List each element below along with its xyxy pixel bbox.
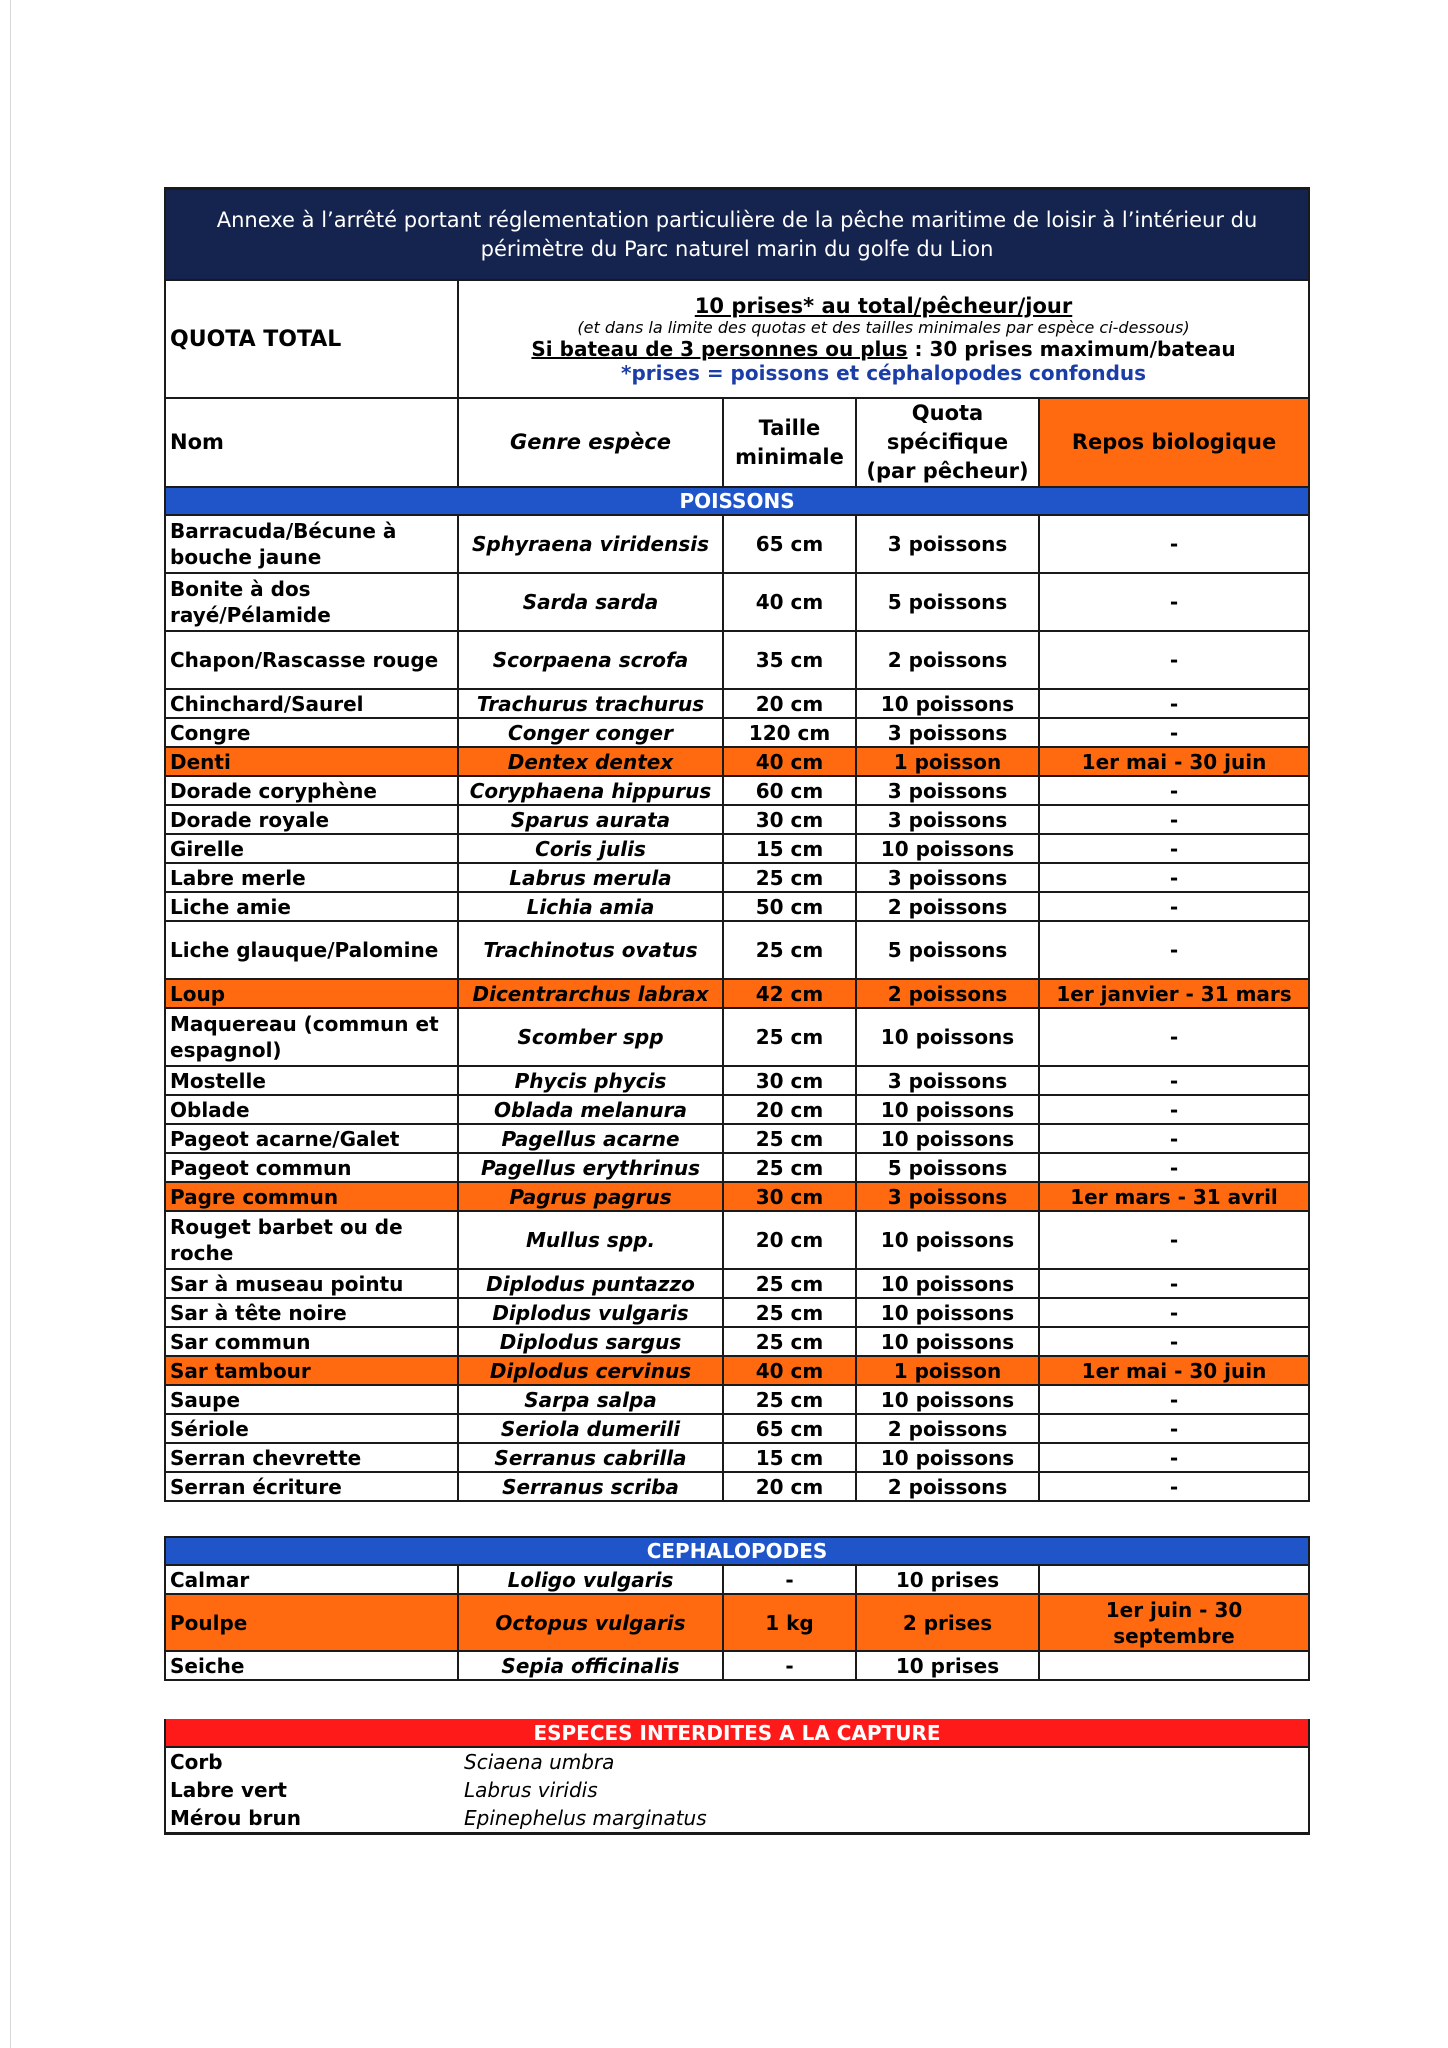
species-genus: Diplodus sargus (458, 1327, 723, 1356)
species-name: Sériole (165, 1414, 458, 1443)
species-name: Sar tambour (165, 1356, 458, 1385)
species-name: Dorade royale (165, 805, 458, 834)
species-quota: 10 prises (856, 1651, 1039, 1680)
minimum-size: 1 kg (723, 1594, 856, 1651)
poissons-row (165, 1414, 1309, 1443)
minimum-size: 30 cm (723, 805, 856, 834)
quota-line-limit-note: (et dans la limite des quotas et des tailles minimales par espèce ci-dessous) (577, 317, 1190, 337)
species-quota: 10 poissons (856, 1008, 1039, 1066)
rest-period: - (1039, 1211, 1309, 1269)
poissons-row (165, 1298, 1309, 1327)
rest-period: - (1039, 1066, 1309, 1095)
species-genus: Dicentrarchus labrax (458, 979, 723, 1008)
poissons-row (165, 1066, 1309, 1095)
species-genus: Phycis phycis (458, 1066, 723, 1095)
rest-period: - (1039, 631, 1309, 689)
rest-period: - (1039, 1414, 1309, 1443)
rest-period (1039, 1565, 1309, 1594)
poissons-row (165, 1153, 1309, 1182)
species-name: Serran chevrette (165, 1443, 458, 1472)
rest-period: - (1039, 892, 1309, 921)
species-name: Denti (165, 747, 458, 776)
quota-total-block (458, 280, 1309, 398)
poissons-row (165, 631, 1309, 689)
species-genus: Coryphaena hippurus (458, 776, 723, 805)
poissons-row (165, 1327, 1309, 1356)
rest-period: - (1039, 863, 1309, 892)
species-quota: 10 poissons (856, 1211, 1039, 1269)
poissons-row (165, 1356, 1309, 1385)
rest-period: - (1039, 1269, 1309, 1298)
minimum-size: - (723, 1565, 856, 1594)
quota-line-definition: *prises = poissons et céphalopodes confondus (620, 360, 1147, 385)
minimum-size: 25 cm (723, 1008, 856, 1066)
minimum-size: 15 cm (723, 834, 856, 863)
species-quota: 10 poissons (856, 1327, 1039, 1356)
rest-period: - (1039, 805, 1309, 834)
species-genus: Diplodus vulgaris (458, 1298, 723, 1327)
species-name: Maquereau (commun et espagnol) (165, 1008, 458, 1066)
species-genus: Diplodus cervinus (458, 1356, 723, 1385)
cephalopodes-table (164, 1536, 1310, 1681)
rest-period: - (1039, 776, 1309, 805)
poissons-row (165, 921, 1309, 979)
poissons-row (165, 1472, 1309, 1501)
species-name: Congre (165, 718, 458, 747)
minimum-size: 20 cm (723, 689, 856, 718)
species-name: Labre merle (165, 863, 458, 892)
rest-period: - (1039, 834, 1309, 863)
rest-period: - (1039, 921, 1309, 979)
rest-period: - (1039, 1472, 1309, 1501)
minimum-size: 65 cm (723, 1414, 856, 1443)
quota-boat-condition: Si bateau de 3 personnes ou plus (531, 336, 908, 361)
species-name: Oblade (165, 1095, 458, 1124)
species-quota: 10 poissons (856, 1298, 1039, 1327)
poissons-row (165, 1124, 1309, 1153)
species-quota: 10 poissons (856, 1443, 1039, 1472)
species-genus: Serranus scriba (458, 1472, 723, 1501)
species-quota: 3 poissons (856, 1066, 1039, 1095)
poissons-row (165, 1443, 1309, 1472)
header-genre-espece: Genre espèce (458, 398, 723, 487)
poissons-row (165, 892, 1309, 921)
poissons-row (165, 573, 1309, 631)
minimum-size: 20 cm (723, 1095, 856, 1124)
species-name: Chapon/Rascasse rouge (165, 631, 458, 689)
rest-period: 1er juin - 30 septembre (1039, 1594, 1309, 1651)
species-quota: 3 poissons (856, 718, 1039, 747)
minimum-size: 50 cm (723, 892, 856, 921)
poissons-row (165, 1269, 1309, 1298)
poissons-row (165, 1182, 1309, 1211)
minimum-size: 25 cm (723, 1269, 856, 1298)
species-genus: Mullus spp. (458, 1211, 723, 1269)
species-quota: 2 poissons (856, 892, 1039, 921)
species-name: Pagre commun (165, 1182, 458, 1211)
cephalopodes-row (165, 1565, 1309, 1594)
poissons-row (165, 747, 1309, 776)
header-repos-biologique: Repos biologique (1039, 398, 1309, 487)
species-genus: Pagellus erythrinus (458, 1153, 723, 1182)
cephalopodes-row (165, 1651, 1309, 1680)
minimum-size: 30 cm (723, 1182, 856, 1211)
minimum-size: - (723, 1651, 856, 1680)
minimum-size: 60 cm (723, 776, 856, 805)
species-name: Saupe (165, 1385, 458, 1414)
minimum-size: 25 cm (723, 863, 856, 892)
forbidden-row (165, 1776, 1309, 1804)
species-genus: Sarda sarda (458, 573, 723, 631)
species-genus: Pagellus acarne (458, 1124, 723, 1153)
species-name: Pageot commun (165, 1153, 458, 1182)
species-genus: Trachinotus ovatus (458, 921, 723, 979)
quota-boat-max: : 30 prises maximum/bateau (907, 336, 1236, 361)
species-genus: Labrus merula (458, 863, 723, 892)
section-especes-interdites: ESPECES INTERDITES A LA CAPTURE (165, 1719, 1309, 1747)
minimum-size: 25 cm (723, 1327, 856, 1356)
header-nom: Nom (165, 398, 458, 487)
rest-period: - (1039, 689, 1309, 718)
rest-period: - (1039, 1327, 1309, 1356)
species-genus: Octopus vulgaris (458, 1594, 723, 1651)
forbidden-species-genus: Sciaena umbra (458, 1747, 1309, 1776)
species-name: Chinchard/Saurel (165, 689, 458, 718)
species-quota: 2 poissons (856, 631, 1039, 689)
minimum-size: 20 cm (723, 1211, 856, 1269)
rest-period: - (1039, 1153, 1309, 1182)
species-genus: Sarpa salpa (458, 1385, 723, 1414)
species-quota: 10 poissons (856, 1095, 1039, 1124)
poissons-row (165, 863, 1309, 892)
rest-period: - (1039, 1385, 1309, 1414)
species-genus: Sepia officinalis (458, 1651, 723, 1680)
rest-period: 1er janvier - 31 mars (1039, 979, 1309, 1008)
species-genus: Sphyraena viridensis (458, 515, 723, 573)
minimum-size: 42 cm (723, 979, 856, 1008)
minimum-size: 25 cm (723, 921, 856, 979)
quota-line-total: 10 prises* au total/pêcheur/jour (694, 293, 1073, 318)
minimum-size: 120 cm (723, 718, 856, 747)
species-name: Sar à museau pointu (165, 1269, 458, 1298)
species-quota: 2 poissons (856, 1472, 1039, 1501)
rest-period: 1er mai - 30 juin (1039, 1356, 1309, 1385)
rest-period: - (1039, 1124, 1309, 1153)
poissons-row (165, 1008, 1309, 1066)
forbidden-row (165, 1804, 1309, 1834)
species-name: Dorade coryphène (165, 776, 458, 805)
species-name: Seiche (165, 1651, 458, 1680)
species-genus: Trachurus trachurus (458, 689, 723, 718)
species-genus: Pagrus pagrus (458, 1182, 723, 1211)
minimum-size: 25 cm (723, 1385, 856, 1414)
poissons-row (165, 979, 1309, 1008)
minimum-size: 25 cm (723, 1298, 856, 1327)
quota-line-boat (465, 337, 1302, 361)
species-name: Pageot acarne/Galet (165, 1124, 458, 1153)
header-quota-specifique: Quota spécifique (par pêcheur) (856, 398, 1039, 487)
scan-edge-line (10, 0, 11, 2048)
species-quota: 10 prises (856, 1565, 1039, 1594)
section-cephalopodes: CEPHALOPODES (165, 1537, 1309, 1565)
species-name: Girelle (165, 834, 458, 863)
species-genus: Diplodus puntazzo (458, 1269, 723, 1298)
document-title: Annexe à l’arrêté portant réglementation particulière de la pêche maritime de loisir à l’intérieur du périmètre du Parc naturel marin du golfe du Lion (165, 189, 1309, 281)
species-genus: Oblada melanura (458, 1095, 723, 1124)
minimum-size: 40 cm (723, 573, 856, 631)
species-name: Rouget barbet ou de roche (165, 1211, 458, 1269)
rest-period: - (1039, 1095, 1309, 1124)
forbidden-species-genus: Labrus viridis (458, 1776, 1309, 1804)
species-quota: 3 poissons (856, 805, 1039, 834)
species-quota: 10 poissons (856, 1269, 1039, 1298)
species-genus: Conger conger (458, 718, 723, 747)
forbidden-species-name: Labre vert (165, 1776, 458, 1804)
species-name: Sar à tête noire (165, 1298, 458, 1327)
species-genus: Serranus cabrilla (458, 1443, 723, 1472)
species-name: Barracuda/Bécune à bouche jaune (165, 515, 458, 573)
species-quota: 3 poissons (856, 1182, 1039, 1211)
species-genus: Dentex dentex (458, 747, 723, 776)
species-quota: 10 poissons (856, 1124, 1039, 1153)
species-name: Poulpe (165, 1594, 458, 1651)
minimum-size: 30 cm (723, 1066, 856, 1095)
species-quota: 3 poissons (856, 863, 1039, 892)
header-taille-minimale: Taille minimale (723, 398, 856, 487)
rest-period: - (1039, 573, 1309, 631)
species-quota: 1 poisson (856, 1356, 1039, 1385)
species-quota: 10 poissons (856, 834, 1039, 863)
species-genus: Coris julis (458, 834, 723, 863)
species-name: Serran écriture (165, 1472, 458, 1501)
species-genus: Loligo vulgaris (458, 1565, 723, 1594)
species-quota: 5 poissons (856, 573, 1039, 631)
poissons-row (165, 1385, 1309, 1414)
species-quota: 5 poissons (856, 921, 1039, 979)
forbidden-species-genus: Epinephelus marginatus (458, 1804, 1309, 1834)
species-quota: 2 poissons (856, 979, 1039, 1008)
minimum-size: 25 cm (723, 1124, 856, 1153)
rest-period: 1er mars - 31 avril (1039, 1182, 1309, 1211)
poissons-row (165, 834, 1309, 863)
rest-period (1039, 1651, 1309, 1680)
species-genus: Sparus aurata (458, 805, 723, 834)
species-name: Loup (165, 979, 458, 1008)
minimum-size: 40 cm (723, 1356, 856, 1385)
poissons-row (165, 805, 1309, 834)
species-quota: 10 poissons (856, 1385, 1039, 1414)
forbidden-species-name: Mérou brun (165, 1804, 458, 1834)
poissons-row (165, 718, 1309, 747)
poissons-row (165, 1095, 1309, 1124)
quota-total-label: QUOTA TOTAL (165, 280, 458, 398)
species-genus: Seriola dumerili (458, 1414, 723, 1443)
section-poissons: POISSONS (165, 487, 1309, 515)
rest-period: - (1039, 1443, 1309, 1472)
regulation-table (164, 187, 1310, 1502)
species-quota: 3 poissons (856, 776, 1039, 805)
species-name: Mostelle (165, 1066, 458, 1095)
species-quota: 2 prises (856, 1594, 1039, 1651)
species-quota: 3 poissons (856, 515, 1039, 573)
poissons-row (165, 515, 1309, 573)
species-name: Bonite à dos rayé/Pélamide (165, 573, 458, 631)
species-name: Sar commun (165, 1327, 458, 1356)
species-quota: 2 poissons (856, 1414, 1039, 1443)
rest-period: - (1039, 1298, 1309, 1327)
cephalopodes-row (165, 1594, 1309, 1651)
minimum-size: 20 cm (723, 1472, 856, 1501)
poissons-row (165, 1211, 1309, 1269)
species-quota: 10 poissons (856, 689, 1039, 718)
minimum-size: 65 cm (723, 515, 856, 573)
poissons-row (165, 776, 1309, 805)
minimum-size: 15 cm (723, 1443, 856, 1472)
forbidden-species-table (164, 1719, 1310, 1835)
rest-period: - (1039, 515, 1309, 573)
minimum-size: 25 cm (723, 1153, 856, 1182)
minimum-size: 40 cm (723, 747, 856, 776)
species-quota: 1 poisson (856, 747, 1039, 776)
species-genus: Scorpaena scrofa (458, 631, 723, 689)
forbidden-species-name: Corb (165, 1747, 458, 1776)
poissons-row (165, 689, 1309, 718)
species-genus: Lichia amia (458, 892, 723, 921)
species-name: Liche glauque/Palomine (165, 921, 458, 979)
species-quota: 5 poissons (856, 1153, 1039, 1182)
rest-period: - (1039, 1008, 1309, 1066)
minimum-size: 35 cm (723, 631, 856, 689)
rest-period: 1er mai - 30 juin (1039, 747, 1309, 776)
species-genus: Scomber spp (458, 1008, 723, 1066)
rest-period: - (1039, 718, 1309, 747)
species-name: Calmar (165, 1565, 458, 1594)
forbidden-row (165, 1747, 1309, 1776)
species-name: Liche amie (165, 892, 458, 921)
